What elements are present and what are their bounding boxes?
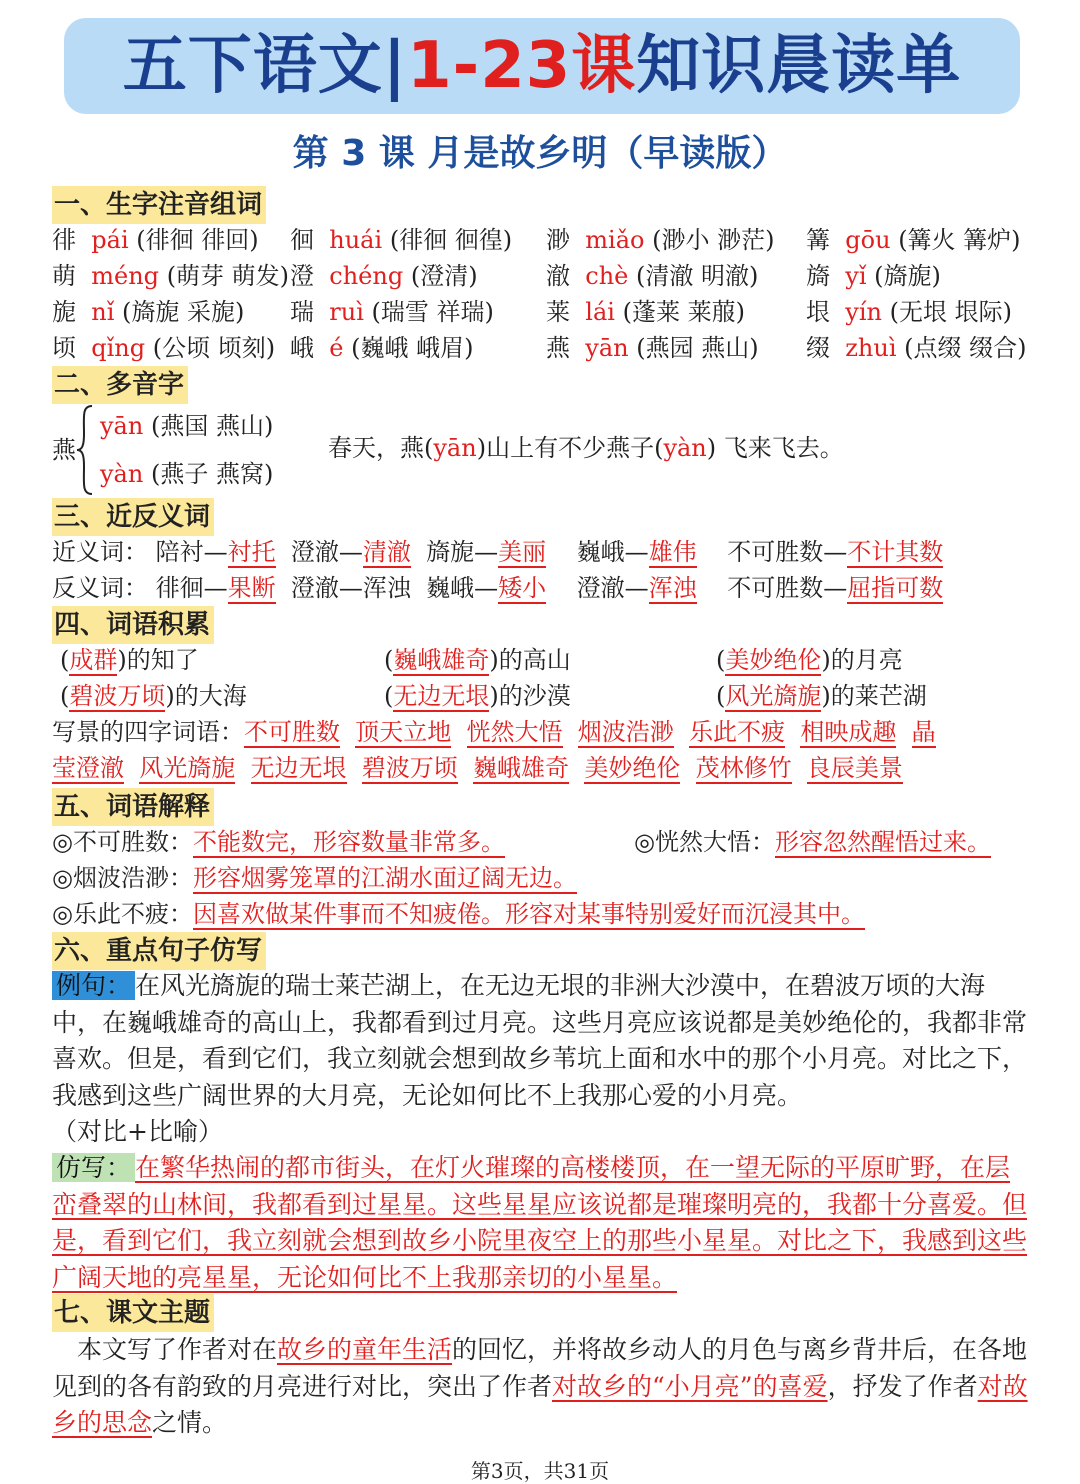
char-entry bbox=[52, 258, 289, 294]
example-sentence: 例句： 在风光旖旎的瑞士莱芒湖上，在无边无垠的非洲大沙漠中，在碧波万顷的大海中，在巍峨雄奇的高山上，我都看到过月亮。这些月亮应该说都是美妙绝伦的，我都非常喜欢。但是，看到它们，我立刻就会想到故乡苇坑上面和水中的那个小月亮。对比之下，我感到这些广阔世界的大月亮，无论如何比不上我那心爱的小月亮。 bbox=[52, 971, 1028, 1110]
char-glyph: 渺 bbox=[546, 226, 570, 254]
word-group: (渺小 渺茫) bbox=[652, 226, 775, 254]
phrase-item: (碧波万顷)的大海 bbox=[60, 682, 247, 710]
definition-item: ◎不可胜数：不能数完，形容数量非常多。 bbox=[52, 828, 505, 856]
char-entry bbox=[546, 330, 759, 366]
char-glyph: 旖 bbox=[806, 262, 830, 290]
char-glyph: 澄 bbox=[290, 262, 314, 290]
word-group: (澄清) bbox=[410, 262, 478, 290]
example-note: （对比+比喻） bbox=[52, 1117, 223, 1146]
char-glyph: 徊 bbox=[290, 226, 314, 254]
lesson-subtitle: 第 3 课 月是故乡明（早读版） bbox=[292, 133, 788, 174]
char-glyph: 萌 bbox=[52, 262, 76, 290]
polyphone-sentence: 春天，燕(yān)山上有不少燕子(yàn) 飞来飞去。 bbox=[328, 434, 844, 462]
char-entry bbox=[806, 330, 1027, 366]
char-glyph: 瑞 bbox=[290, 298, 314, 326]
title-separator: | bbox=[382, 29, 408, 103]
polyphone-char: 燕 bbox=[52, 436, 76, 464]
pinyin: miǎo bbox=[585, 226, 645, 254]
definition-item: ◎烟波浩渺：形容烟雾笼罩的江湖水面辽阔无边。 bbox=[52, 864, 577, 892]
pinyin: yǐ bbox=[845, 262, 867, 290]
section-title-4: 四、词语积累 bbox=[52, 606, 214, 644]
pinyin: ruì bbox=[329, 298, 364, 326]
char-glyph: 澈 bbox=[546, 262, 570, 290]
brace-icon bbox=[76, 404, 94, 496]
pinyin: yín bbox=[845, 298, 882, 326]
char-glyph: 燕 bbox=[546, 334, 570, 362]
section-title-6: 六、重点句子仿写 bbox=[52, 932, 266, 970]
main-title bbox=[64, 26, 1020, 106]
pinyin: nǐ bbox=[91, 298, 115, 326]
char-entry bbox=[290, 330, 473, 366]
word-group: (燕园 燕山) bbox=[636, 334, 759, 362]
section-title-5: 五、词语解释 bbox=[52, 788, 214, 826]
phrase-item: (风光旖旎)的莱芒湖 bbox=[716, 682, 927, 710]
char-glyph: 顷 bbox=[52, 334, 76, 362]
pinyin: yān bbox=[585, 334, 629, 362]
char-entry bbox=[52, 294, 244, 330]
word-group: (旖旎 采旎) bbox=[122, 298, 245, 326]
word-group: (蓬莱 莱菔) bbox=[622, 298, 745, 326]
char-entry bbox=[290, 294, 494, 330]
char-glyph: 徘 bbox=[52, 226, 76, 254]
imitation-sentence: 仿写： 在繁华热闹的都市街头，在灯火璀璨的高楼楼顶，在一望无际的平原旷野，在层峦叠翠的山林间，我都看到过星星。这些星星应该说都是璀璨明亮的，我都十分喜爱。但是，看到它们，我立刻就会想到故乡小院里夜空上的那些小星星。对比之下，我感到这些广阔天地的亮星星，无论如何比不上我那亲切的小星星。 bbox=[52, 1153, 1028, 1292]
pinyin: lái bbox=[585, 298, 615, 326]
word-group: (瑞雪 祥瑞) bbox=[371, 298, 494, 326]
phrase-item: (美妙绝伦)的月亮 bbox=[716, 646, 903, 674]
page-number: 第3页，共31页 bbox=[470, 1459, 610, 1483]
word-group: (篝火 篝炉) bbox=[898, 226, 1021, 254]
char-glyph: 篝 bbox=[806, 226, 830, 254]
definition-item: ◎恍然大悟：形容忽然醒悟过来。 bbox=[634, 828, 991, 856]
word-group: (萌芽 萌发) bbox=[166, 262, 290, 290]
word-group: (旖旎) bbox=[874, 262, 941, 290]
example-label: 例句： bbox=[52, 971, 135, 1000]
char-entry bbox=[546, 294, 745, 330]
definition-item: ◎乐此不疲：因喜欢做某件事而不知疲倦。形容对某事特别爱好而沉浸其中。 bbox=[52, 900, 865, 928]
char-entry bbox=[806, 222, 1021, 258]
section-title-2: 二、多音字 bbox=[52, 366, 188, 404]
word-group: (点缀 缀合) bbox=[904, 334, 1027, 362]
char-glyph: 莱 bbox=[546, 298, 570, 326]
title-banner bbox=[64, 18, 1020, 114]
pinyin: chéng bbox=[329, 262, 404, 290]
phrase-item: (成群)的知了 bbox=[60, 646, 199, 674]
polyphone-reading-2: yàn (燕子 燕窝) bbox=[100, 460, 274, 488]
pinyin: é bbox=[329, 334, 344, 362]
section-title-1: 一、生字注音组词 bbox=[52, 186, 266, 224]
word-group: (巍峨 峨眉) bbox=[351, 334, 474, 362]
char-entry bbox=[290, 222, 512, 258]
char-glyph: 旎 bbox=[52, 298, 76, 326]
section-title-3: 三、近反义词 bbox=[52, 498, 214, 536]
char-entry bbox=[546, 222, 774, 258]
pinyin: zhuì bbox=[845, 334, 897, 362]
word-group: (无垠 垠际) bbox=[889, 298, 1012, 326]
pinyin: gōu bbox=[845, 226, 891, 254]
phrase-item: (巍峨雄奇)的高山 bbox=[384, 646, 571, 674]
theme-paragraph: 本文写了作者对在故乡的童年生活的回忆，并将故乡动人的月色与离乡背井后，在各地见到的各有韵致的月亮进行对比，突出了作者对故乡的“小月亮”的喜爱，抒发了作者对故乡的思念之情。 bbox=[52, 1335, 1028, 1437]
word-group: (徘徊 徊徨) bbox=[389, 226, 513, 254]
pinyin: chè bbox=[585, 262, 629, 290]
char-glyph: 峨 bbox=[290, 334, 314, 362]
char-entry bbox=[806, 258, 941, 294]
synonym-row: 近义词： 陪衬—衬托 澄澈—清澈 旖旎—美丽 巍峨—雄伟 不可胜数—不计其数 bbox=[52, 538, 944, 566]
section-title-7: 七、课文主题 bbox=[52, 1294, 214, 1332]
phrase-item: (无边无垠)的沙漠 bbox=[384, 682, 571, 710]
word-group: (徘徊 徘回) bbox=[136, 226, 259, 254]
word-group: (公顷 顷刻) bbox=[152, 334, 276, 362]
antonym-row: 反义词： 徘徊—果断 澄澈—浑浊 巍峨—矮小 澄澈—浑浊 不可胜数—屈指可数 bbox=[52, 574, 944, 602]
char-entry bbox=[52, 330, 275, 366]
four-char-words-row-1: 写景的四字词语：不可胜数 顶天立地 恍然大悟 烟波浩渺 乐此不疲 相映成趣 晶 bbox=[52, 718, 936, 746]
title-part2: 知识晨读单 bbox=[636, 29, 962, 103]
polyphone-reading-1: yān (燕国 燕山) bbox=[100, 412, 274, 440]
four-char-words-row-2: 莹澄澈 风光旖旎 无边无垠 碧波万顷 巍峨雄奇 美妙绝伦 茂林修竹 良辰美景 bbox=[52, 754, 903, 782]
pinyin: méng bbox=[91, 262, 160, 290]
char-entry bbox=[546, 258, 758, 294]
pinyin: pái bbox=[91, 226, 129, 254]
title-part1: 五下语文 bbox=[122, 29, 383, 103]
char-entry bbox=[52, 222, 259, 258]
pinyin: qǐng bbox=[91, 334, 146, 362]
pinyin: huái bbox=[329, 226, 383, 254]
char-entry bbox=[290, 258, 478, 294]
char-glyph: 垠 bbox=[806, 298, 830, 326]
char-entry bbox=[806, 294, 1012, 330]
char-glyph: 缀 bbox=[806, 334, 830, 362]
imitation-label: 仿写： bbox=[52, 1153, 135, 1182]
word-group: (清澈 明澈) bbox=[636, 262, 759, 290]
title-red-part: 1-23课 bbox=[407, 29, 637, 103]
